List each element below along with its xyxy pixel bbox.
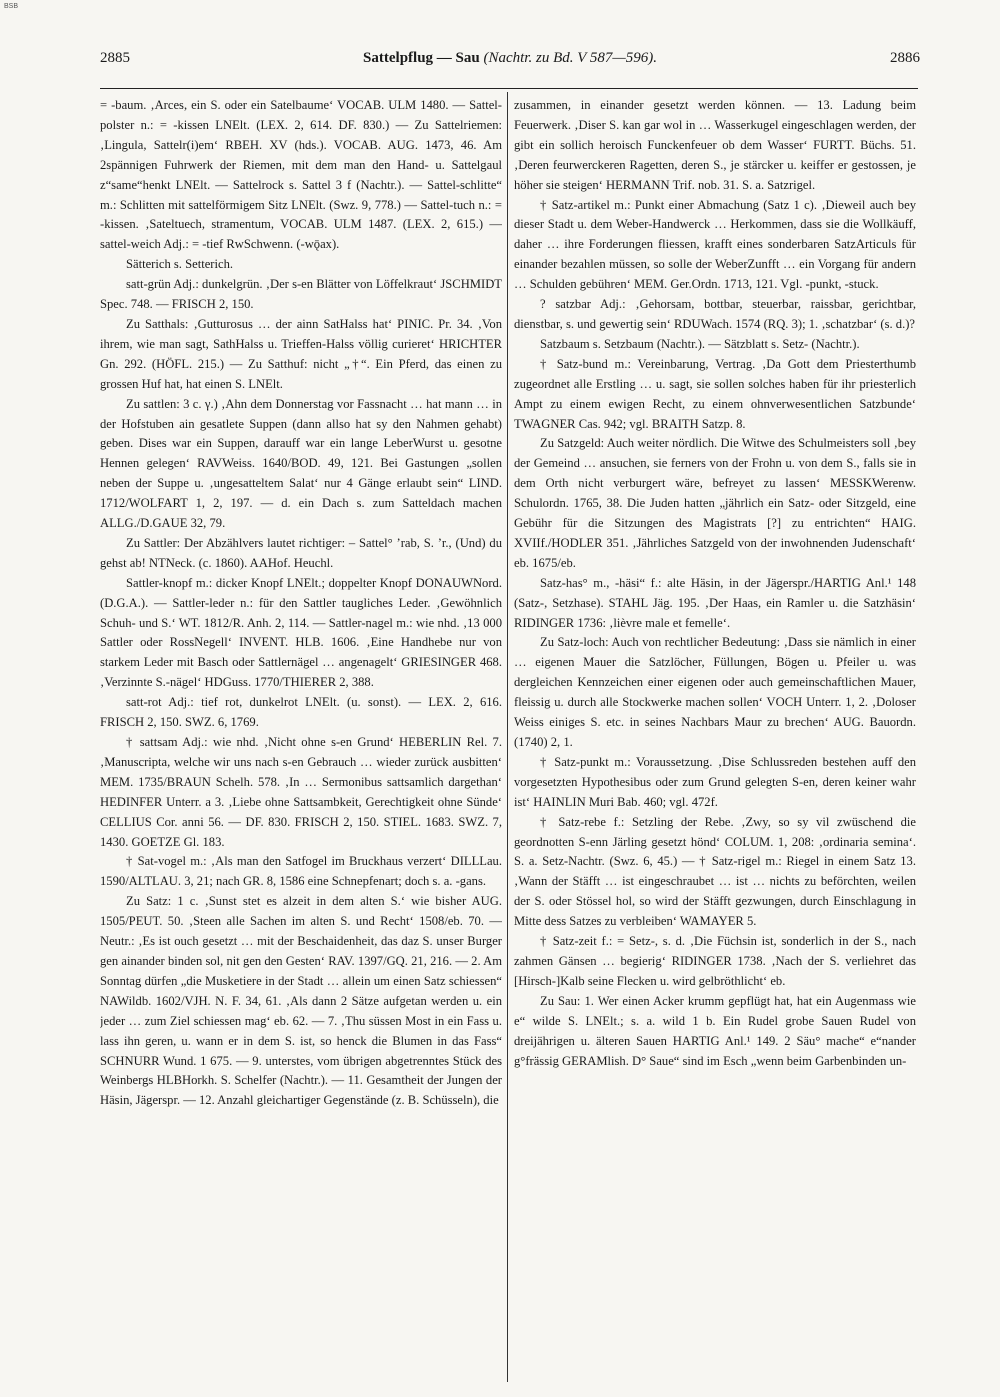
dictionary-entry: ? satzbar Adj.: ‚Gehorsam, bottbar, steuerbar, raissbar, gerichtbar, dienstbar, s. und gewertig sein‘ RDUWach. 1574 (RQ. 3); 1. ‚schatzbar‘ (s. d.)? — [514, 297, 916, 331]
page-header — [100, 50, 920, 74]
dictionary-entry: Zu Satzgeld: Auch weiter nördlich. Die Witwe des Schulmeisters soll ‚bey der Gemeind … ansuchen, sie ferners von der Frohn u. von dem S., falls sie in dem Orth nicht verburgert wäre, befreyet zu lassen‘ MESSKWerenw. Schulordn. 1765, 38. Die Juden hatten „jährlich ein Satz- oder Sitzgeld, eine Gebühr für die Sitzungen des Magistrats [?] zu entrichten“ HAIG. XVIIf./HODLER 351. ‚Jährliches Satzgeld von der inwohnenden Judenschaft‘ eb. 1675/eb. — [514, 436, 916, 570]
dictionary-entry: Satz-has° m., -häsi“ f.: alte Häsin, in der Jägerspr./HARTIG Anl.¹ 148 (Satz-, Setzhase). STAHL Jäg. 195. ‚Der Haas, ein Ramler u. die Satzhäsin‘ RIDINGER 1736: ‚lièvre male et femelle‘. — [514, 575, 916, 630]
dictionary-entry: Zu Satz: 1 c. ‚Sunst stet es alzeit in dem alten S.‘ wie bisher AUG. 1505/PEUT. 50. ‚Steen alle Sachen im alten S. und Recht‘ 1508/eb. 70. — Neutr.: ‚Es ist ouch gesetzt … mit der Beschaidenheit, das daz S. unser Burger gen ainander binden sol, nit gen den Gesten‘ RAV. 1397/GQ. 21, 216. — 2. Am Sonntag dürfen „die Musketiere in der Stadt … allein um einen Satz schiessen“ NAWildb. 1602/VJH. N. F. 34, 61. ‚Als dann 2 Sätze aufgetan werden u. ein jeder … zum Ziel schiessen mag‘ eb. 62. — 7. ‚Thu süssen Most in ein Fass u. lass ihn geren, u. wann er in dem S. ist, so henck die Blumen in das Fass“ SCHNURR Wund. 1 675. — 9. unterstes, vom übrigen abgetrenntes Stück des Weinbergs HLBHorkh. S. Schelfer (Nachtr.). — 11. Gesamtheit der Jungen der Häsin, Jägerspr. — 12. Anzahl gleichartiger Gegenstände (z. B. Schüsseln), die — [100, 894, 502, 1108]
dictionary-entry: Zu Sau: 1. Wer einen Acker krumm gepflügt hat, hat ein Augenmass wie e“ wilde S. LNElt.; s. a. wild 1 b. Ein Rudel grobe Sauen Rudel von dreijährigen u. älteren Sauen HARTIG Anl.¹ 149. 2 Säu° mache“ e“nander g°frässig GERAMlish. D° Saue“ sind im Esch „wenn beim Garbenbinden un- — [514, 993, 916, 1068]
page-number-right: 2886 — [890, 50, 920, 66]
dictionary-entry: Sätterich s. Setterich. — [126, 257, 234, 272]
dictionary-entry: Zu Sattler: Der Abzählvers lautet richtiger: – Sattel° ’rab, S. ’r., (Und) du gehst ab! NTNeck. (c. 1860). AAHof. Heuchl. — [100, 535, 502, 570]
dictionary-entry: † sattsam Adj.: wie nhd. ‚Nicht ohne s-en Grund‘ HEBERLIN Rel. 7. ‚Manuscripta, welche wir uns nach s-en Gebrauch … wieder zurück ausbitten‘ MEM. 1735/BRAUN Schelh. 578. ‚In … Sermonibus sattsamlich dargethan‘ HEDINFER Unterr. a 3. ‚Liebe ohne Sattsambkeit, Gerechtigkeit ohne Sünde‘ CELLIUS Cor. anni 56. — DF. 830. FRISCH 2, 150. STIEL. 1683. SWZ. 7, 1430. GOETZE Gl. 183. — [100, 735, 502, 849]
left-column — [100, 96, 502, 1386]
dictionary-entry: Zu sattlen: 3 c. γ.) ‚Ahn dem Donnerstag vor Fassnacht … hat mann … in der Hofstuben ain gesatlete Suppen (dann allso hat sy den Nahmen gehabt) geben. Dises war ein Suppen, darauff war ein lange LeberWurst u. gesotne Hennen gelegen‘ RAVWeiss. 1640/BOD. 49, 121. Bei Gastungen „sollen neben der Suppe u. ‚ungesatteltem Salat‘ nur 4 Gänge erlaubt sein“ LIND. 1712/WOLFART 1, 2, 197. — d. ein Dach s. zum Satteldach machen ALLG./D.GAUE 32, 79. — [100, 396, 502, 531]
column-divider — [507, 92, 508, 1382]
dictionary-entry: † Sat-vogel m.: ‚Als man den Satfogel im Bruckhaus verzert‘ DILLLau. 1590/ALTLAU. 3, 21; nach GR. 8, 1586 eine Schnepfenart; doch s. a. -gans. — [100, 854, 502, 889]
page-number-left: 2885 — [100, 50, 130, 66]
header-rule — [100, 88, 918, 89]
dictionary-entry: † Satz-bund m.: Vereinbarung, Vertrag. ‚Da Gott dem Priesterthumb zugeordnet alle Erstling … u. sagt, sie sollen solches haben für ihr priesterlich Ampt zu einem ewigen Recht, zu einem ohnverwesentlichen Satzbunde‘ TWAGNER Cas. 942; vgl. BRAITH Satzp. 8. — [514, 356, 916, 431]
dictionary-entry: zusammen, in einander gesetzt werden können. — 13. Ladung beim Feuerwerk. ‚Diser S. kan gar wol in … Wasserkugel eingeschlagen werden, der gibt ein sollich heroisch Funckenfeuer ob dem Wasser‘ FURTT. Büchs. 51. ‚Deren feurwerckeren Ragetten, deren S., je stärcker u. keiffer er gestossen, je höher sie steigen‘ HERMANN Trif. nob. 31. S. a. Satzrigel. — [514, 98, 916, 192]
running-title — [100, 50, 920, 67]
dictionary-entry: satt-rot Adj.: tief rot, dunkelrot LNElt. (u. sonst). — LEX. 2, 616. FRISCH 2, 150. SWZ. 6, 1769. — [100, 695, 502, 730]
library-mark: BSB — [4, 3, 19, 10]
dictionary-entry: Satzbaum s. Setzbaum (Nachtr.). — Sätzblatt s. Setz- (Nachtr.). — [540, 336, 860, 351]
dictionary-entry: † Satz-rebe f.: Setzling der Rebe. ‚Zwy, so sy vil zwüschend die geordnotten S-enn Järling gesetzt hönd‘ COLUM. 1, 208: ‚ordinaria semina‘. S. a. Setz-Nachtr. (Swz. 6, 45.) — † Satz-rigel m.: Riegel in einem Satz 13. ‚Wann der Stäfft … ist eingeschraubet … ist … nichts zu beförchten, weilen der S. oder Stössel hol, so wird der Stäfft gezwungen, durch Einschlagung in Mitte dess Satzes zu verbleiben‘ WAMAYER 5. — [514, 814, 916, 929]
dictionary-entry: = -baum. ‚Arces, ein S. oder ein Satelbaume‘ VOCAB. ULM 1480. — Sattel-polster n.: = -kissen LNElt. (LEX. 2, 614. DF. 830.) — Zu Sattelriemen: ‚Lingula, Sattelr(i)em‘ RBEH. XV (hds.). VOCAB. AUG. 1473, 46. Am 2spännigen Fuhrwerk der Riemen, mit dem man den Hand- u. Sattelgaul z“same“henkt LNElt. — Sattelrock s. Sattel 3 f (Nachtr.). — Sattel-schlitte“ m.: Schlitten mit sattelförmigem Sitz LNElt. (Swz. 9, 778.) — Sattel-tuch n.: = -kissen. ‚Sateltuech, stramentum, VOCAB. ULM 1487. (LEX. 2, 615.) — sattel-weich Adj.: = -tief RwSchwenn. (-wǭax). — [100, 98, 502, 252]
running-title-sub: (Nachtr. zu Bd. V 587—596). — [483, 50, 657, 66]
dictionary-entry: † Satz-zeit f.: = Setz-, s. d. ‚Die Füchsin ist, sonderlich in der S., nach zahmen Gänsen … begierig‘ RIDINGER 1738. ‚Nach der S. verliehret das [Hirsch-]Kalb seine Flecken u. wird gelbröthlicht‘ eb. — [514, 934, 916, 988]
dictionary-entry: satt-grün Adj.: dunkelgrün. ‚Der s-en Blätter von Löffelkraut‘ JSCHMIDT Spec. 748. — FRISCH 2, 150. — [100, 277, 502, 312]
dictionary-entry: Zu Satthals: ‚Gutturosus … der ainn SatHalss hat‘ PINIC. Pr. 34. ‚Von ihrem, wie man sagt, SathHalss u. Trieffen-Halss völlig curieret‘ HRICHTER Gn. 292. (HÖFL. 215.) — Zu Satthuf: nicht „†“. Ein Pferd, das einen zu grossen Huf hat, hat einen S. LNElt. — [100, 316, 502, 391]
dictionary-entry: † Satz-artikel m.: Punkt einer Abmachung (Satz 1 c). ‚Dieweil auch bey dieser Stadt u. dem Weber-Handwerck … Herkommen, dass sie die Wollkäuff, daher … ihre Forderungen fliessen, krafft eines sonderbaren SatzArticuls für einander bezahlen müssen, so solle der WeberZunfft … ein Vorgang für andern … Schulden gebühren‘ MEM. Ger.Ordn. 1713, 121. Vgl. -punkt, -stuck. — [514, 197, 916, 292]
running-title-main: Sattelpflug — Sau — [363, 50, 480, 66]
right-column — [514, 96, 916, 1386]
dictionary-entry: † Satz-punkt m.: Voraussetzung. ‚Dise Schlussreden bestehen auff den vorgesetzten Hypothesibus oder zum Grund gelegten S-en, deren keiner wahr ist‘ HAINLIN Muri Bab. 460; vgl. 472f. — [514, 754, 916, 809]
dictionary-entry: Sattler-knopf m.: dicker Knopf LNElt.; doppelter Knopf DONAUWNord. (D.G.A.). — Sattler-leder n.: für den Sattler taugliches Leder. ‚Gewöhnlich Schuh- und S.‘ WT. 1812/R. Anh. 2, 114. — Sattler-nagel m.: wie nhd. ‚13 000 Sattler oder RossNegell‘ INVENT. HLB. 1606. ‚Eine Handhebe nur von starkem Leder mit Basch oder Sattlernägel … angenagelt‘ GRIESINGER 468. ‚Verzinnte S.-nägel‘ HDGuss. 1770/THIERER 2, 388. — [100, 575, 502, 690]
dictionary-entry: Zu Satz-loch: Auch von rechtlicher Bedeutung: ‚Dass sie nämlich in einer … eigenen Mauer die Satzlöcher, Füllungen, Bögen u. Pfeiler u. was dergleichen Kennzeichen einer eigenen oder auch gemeinschaftlichen Mauer, fleissig u. durch alle Stockwerke machen sollen‘ VOCH Unterr. 1, 2. ‚Doloser Weiss einiges S. etc. in seines Nachbars Maur zu brechen‘ AUG. Bauordn. (1740) 2, 1. — [514, 635, 916, 749]
